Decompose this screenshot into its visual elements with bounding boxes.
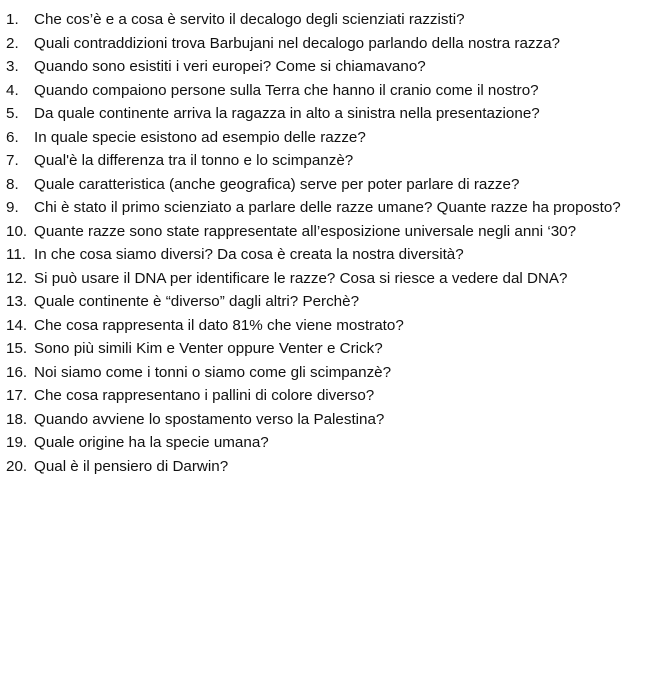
question-item [0,102,658,126]
question-item [0,314,658,338]
question-item [0,55,658,79]
question-item [0,431,658,455]
question-number: 3. [6,58,19,75]
question-number: 14. [6,316,28,334]
question-number: 2. [6,34,19,52]
question-text: Quando compaiono persone sulla Terra che hanno il cranio come il nostro? [34,81,539,99]
question-number: 5. [6,105,19,122]
question-text: Quante razze sono state rappresentate all’esposizione universale negli anni ‘30? [34,222,577,240]
question-number: 11. [6,246,26,263]
question-text: In che cosa siamo diversi? Da cosa è creata la nostra diversità? [34,246,464,263]
question-number: 17. [6,387,28,404]
question-item [0,149,658,173]
question-text: Quale continente è “diverso” dagli altri? Perchè? [34,293,360,310]
question-number: 6. [6,128,19,146]
question-number: 15. [6,340,28,357]
question-text: Che cosa rappresenta il dato 81% che viene mostrato? [34,316,404,334]
question-number: 7. [6,152,19,169]
question-number: 8. [6,175,19,193]
question-number: 10. [6,222,28,240]
question-text: Quali contraddizioni trova Barbujani nel decalogo parlando della nostra razza? [34,34,560,52]
question-text: Quale origine ha la specie umana? [34,434,269,451]
question-number: 18. [6,410,28,428]
question-item [0,32,658,56]
question-item [0,337,658,361]
question-text: Qual'è la differenza tra il tonno e lo scimpanzè? [34,152,354,169]
question-text: Che cosa rappresentano i pallini di colore diverso? [34,387,375,404]
question-text: Che cos’è e a cosa è servito il decalogo degli scienziati razzisti? [34,11,465,28]
question-text: Quale caratteristica (anche geografica) serve per poter parlare di razze? [34,175,520,193]
question-item [0,8,658,32]
question-number: 4. [6,81,19,99]
question-item [0,455,658,479]
question-item [0,361,658,385]
question-number: 13. [6,293,28,310]
question-item [0,290,658,314]
question-item [0,267,658,291]
question-text: Da quale continente arriva la ragazza in alto a sinistra nella presentazione? [34,105,540,122]
question-number: 16. [6,363,28,381]
question-text: Si può usare il DNA per identificare le razze? Cosa si riesce a vedere dal DNA? [34,269,568,287]
question-list [0,8,658,478]
question-text: Qual è il pensiero di Darwin? [34,457,229,475]
question-item [0,196,658,220]
question-number: 19. [6,434,28,451]
question-text: Quando sono esistiti i veri europei? Come si chiamavano? [34,58,426,75]
question-item [0,220,658,244]
question-item [0,126,658,150]
question-item [0,384,658,408]
question-item [0,243,658,267]
question-item [0,408,658,432]
question-number: 12. [6,269,28,287]
question-text: Quando avviene lo spostamento verso la Palestina? [34,410,385,428]
question-text: Chi è stato il primo scienziato a parlare delle razze umane? Quante razze ha proposto? [34,199,621,216]
question-text: Sono più simili Kim e Venter oppure Venter e Crick? [34,340,383,357]
question-number: 20. [6,457,28,475]
question-text: In quale specie esistono ad esempio delle razze? [34,128,366,146]
question-item [0,79,658,103]
question-number: 1. [6,11,19,28]
question-text: Noi siamo come i tonni o siamo come gli scimpanzè? [34,363,392,381]
question-number: 9. [6,199,19,216]
question-item [0,173,658,197]
